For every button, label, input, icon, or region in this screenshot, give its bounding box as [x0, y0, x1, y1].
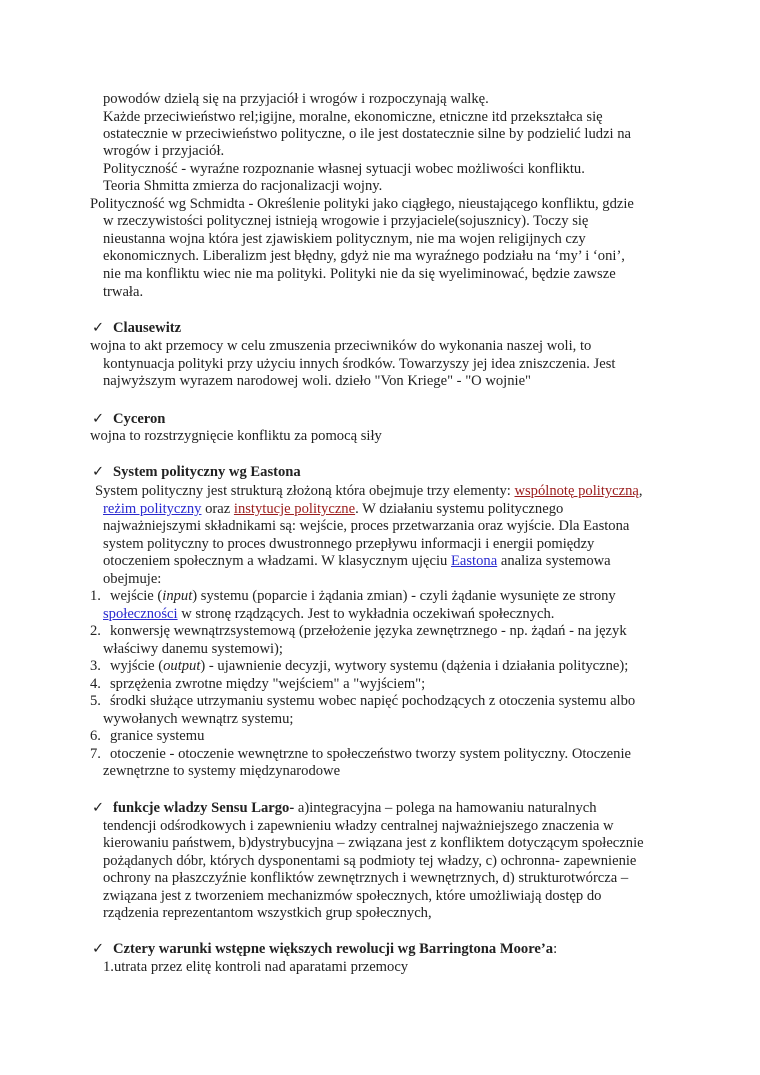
- text-line: [103, 711, 293, 728]
- text-segment: ) systemu (poparcie i żądania zmian) - czyli żądanie wysunięte ze strony: [192, 588, 616, 604]
- text-line: [103, 284, 143, 301]
- text-segment: System polityczny jest strukturą złożoną która obejmuje trzy elementy:: [95, 483, 515, 499]
- text-line: [103, 518, 629, 535]
- text-line: [103, 248, 625, 265]
- text-segment: wejście (: [110, 588, 163, 604]
- text-segment: ekonomicznych. Liberalizm jest błędny, gdyż nie ma wyraźnego podziału na ‘my’ i ‘oni’,: [103, 248, 625, 264]
- text-segment: kierowaniu państwem, b)dystrybucyjna – związana jest z konfliktem dotyczącym społecznie: [103, 835, 644, 851]
- list-number: 4.: [90, 676, 101, 692]
- text-segment: . W działaniu systemu politycznego: [355, 501, 564, 517]
- text-segment: input: [162, 588, 193, 604]
- text-line: [110, 746, 631, 763]
- text-segment: ochrony na płaszczyźnie konfliktów zewnętrznych i wewnętrznych, d) strukturotwórcza –: [103, 870, 629, 886]
- text-line: [103, 835, 644, 852]
- hyperlink[interactable]: wspólnotę polityczną: [514, 483, 639, 499]
- bold-text: funkcje wladzy Sensu Largo-: [113, 800, 295, 816]
- text-segment: rządzenia reprezentantom wszystkich grup społecznych,: [103, 905, 432, 921]
- list-number: 3.: [90, 658, 101, 674]
- hyperlink[interactable]: Eastona: [450, 553, 498, 569]
- text-segment: Teoria Shmitta zmierza do racjonalizacji wojny.: [103, 178, 383, 194]
- text-line: [103, 571, 161, 588]
- text-line: [90, 338, 591, 355]
- checkmark-bullet-icon: ✓: [92, 411, 105, 427]
- text-line: [103, 553, 611, 570]
- text-segment: oraz: [201, 501, 234, 517]
- text-line: [103, 870, 628, 887]
- section-heading-line: [113, 464, 301, 481]
- text-segment: w stronę rządzących. Jest to wykładnia oczekiwań społecznych.: [177, 606, 555, 622]
- text-segment: właściwy danemu systemowi);: [103, 641, 283, 657]
- text-line: [110, 693, 635, 710]
- text-segment: ) - ujawnienie decyzji, wytwory systemu (dążenia i działania polityczne);: [200, 658, 629, 674]
- text-line: [103, 91, 489, 108]
- text-segment: najwyższym wyrazem narodowej woli. dzieło "Von Kriege" - "O wojnie": [103, 373, 532, 389]
- text-line: [103, 213, 588, 230]
- bold-text: Cyceron: [113, 411, 166, 427]
- text-line: [110, 623, 627, 640]
- text-segment: otoczenie - otoczenie wewnętrzne to społeczeństwo tworzy system polityczny. Otoczenie: [110, 746, 631, 762]
- list-number: 1.: [90, 588, 101, 604]
- text-segment: nie ma konfliktu wiec nie ma polityki. Polityki nie da się wyeliminować, będzie zawsze: [103, 266, 616, 282]
- text-line: [103, 161, 585, 178]
- checkmark-bullet-icon: ✓: [92, 941, 105, 957]
- list-number: 6.: [90, 728, 101, 744]
- text-line: [95, 483, 643, 500]
- text-line: [110, 676, 425, 693]
- hyperlink[interactable]: społeczności: [103, 606, 178, 622]
- text-segment: a)integracyjna – polega na hamowaniu naturalnych: [294, 800, 597, 816]
- text-line: [103, 373, 531, 390]
- checkmark-bullet-icon: ✓: [92, 800, 105, 816]
- text-segment: konwersję wewnątrzsystemową (przełożenie języka zewnętrznego - np. żądań - na język: [110, 623, 627, 639]
- section-heading-line: [113, 800, 597, 817]
- hyperlink[interactable]: reżim polityczny: [103, 501, 202, 517]
- text-line: [103, 853, 636, 870]
- text-line: [103, 109, 603, 126]
- bold-text: System polityczny wg Eastona: [113, 464, 301, 480]
- text-segment: wywołanych wewnątrz systemu;: [103, 711, 294, 727]
- text-line: [103, 143, 224, 160]
- text-segment: środki służące utrzymaniu systemu wobec napięć pochodzących z otoczenia systemu albo: [110, 693, 636, 709]
- text-segment: Polityczność wg Schmidta - Określenie polityki jako ciągłego, nieustającego konfliktu, gdzie: [90, 196, 634, 212]
- text-line: [103, 231, 586, 248]
- bold-text: Cztery warunki wstępne większych rewolucji wg Barringtona Moore’a: [113, 941, 554, 957]
- text-segment: obejmuje:: [103, 571, 162, 587]
- text-line: [103, 356, 615, 373]
- text-line: [103, 266, 616, 283]
- text-segment: :: [553, 941, 558, 957]
- text-segment: 1.utrata przez elitę kontroli nad aparatami przemocy: [103, 959, 409, 975]
- text-segment: związana jest z tworzeniem mechanizmów społecznych, które umożliwiają dostęp do: [103, 888, 602, 904]
- text-line: [103, 959, 408, 976]
- hyperlink[interactable]: instytucje polityczne: [233, 501, 356, 517]
- section-heading-line: [113, 411, 165, 428]
- text-line: [103, 641, 283, 658]
- text-line: [103, 536, 594, 553]
- text-segment: tendencji odśrodkowych i zapewnieniu władzy centralnej najważniejszego znaczenia w: [103, 818, 614, 834]
- text-line: [103, 905, 432, 922]
- text-segment: wyjście (: [110, 658, 164, 674]
- bold-text: Clausewitz: [113, 320, 182, 336]
- text-segment: ostatecznie w przeciwieństwo polityczne, o ile jest dostatecznie silne by podzielić ludzi na: [103, 126, 632, 142]
- text-segment: wrogów i przyjaciół.: [103, 143, 225, 159]
- text-line: [103, 501, 563, 518]
- list-number: 2.: [90, 623, 101, 639]
- text-line: [103, 888, 601, 905]
- text-segment: powodów dzielą się na przyjaciół i wrogów i rozpoczynają walkę.: [103, 91, 489, 107]
- text-segment: wojna to akt przemocy w celu zmuszenia przeciwników do wykonania naszej woli, to: [90, 338, 592, 354]
- text-line: [90, 428, 382, 445]
- text-line: [103, 818, 614, 835]
- text-segment: output: [163, 658, 201, 674]
- section-heading-line: [113, 941, 557, 958]
- text-segment: nieustanna wojna która jest zjawiskiem politycznym, nie ma wojen religijnych czy: [103, 231, 586, 247]
- text-segment: w rzeczywistości politycznej istnieją wrogowie i przyjaciele(sojusznicy). Toczy się: [103, 213, 589, 229]
- text-line: [110, 658, 628, 675]
- text-segment: otoczeniem społecznym a władzami. W klasycznym ujęciu: [103, 553, 451, 569]
- text-line: [103, 606, 554, 623]
- text-line: [110, 728, 204, 745]
- section-heading-line: [113, 320, 181, 337]
- text-line: [90, 196, 634, 213]
- text-segment: trwała.: [103, 284, 144, 300]
- text-line: [103, 763, 340, 780]
- text-segment: najważniejszymi składnikami są: wejście, proces przetwarzania oraz wyjście. Dla Eastona: [103, 518, 630, 534]
- list-number: 7.: [90, 746, 101, 762]
- text-segment: Polityczność - wyraźne rozpoznanie własnej sytuacji wobec możliwości konfliktu.: [103, 161, 585, 177]
- text-segment: sprzężenia zwrotne między "wejściem" a "wyjściem";: [110, 676, 426, 692]
- list-number: 5.: [90, 693, 101, 709]
- checkmark-bullet-icon: ✓: [92, 320, 105, 336]
- text-segment: pożądanych dóbr, których dysponentami są podmioty tej władzy, c) ochronna- zapewnienie: [103, 853, 637, 869]
- text-segment: system polityczny to proces dwustronnego przepływu informacji i energii pomiędzy: [103, 536, 595, 552]
- text-segment: kontynuacja polityki przy użyciu innych środków. Towarzyszy jej idea zniszczenia. Jest: [103, 356, 616, 372]
- text-segment: Każde przeciwieństwo rel;igijne, moralne, ekonomiczne, etniczne itd przekształca się: [103, 109, 603, 125]
- text-segment: ,: [638, 483, 643, 499]
- text-line: [103, 126, 631, 143]
- text-line: [103, 178, 382, 195]
- text-segment: zewnętrzne to systemy międzynarodowe: [103, 763, 341, 779]
- text-line: [110, 588, 616, 605]
- text-segment: granice systemu: [110, 728, 205, 744]
- text-segment: wojna to rozstrzygnięcie konfliktu za pomocą siły: [90, 428, 382, 444]
- text-segment: analiza systemowa: [497, 553, 611, 569]
- checkmark-bullet-icon: ✓: [92, 464, 105, 480]
